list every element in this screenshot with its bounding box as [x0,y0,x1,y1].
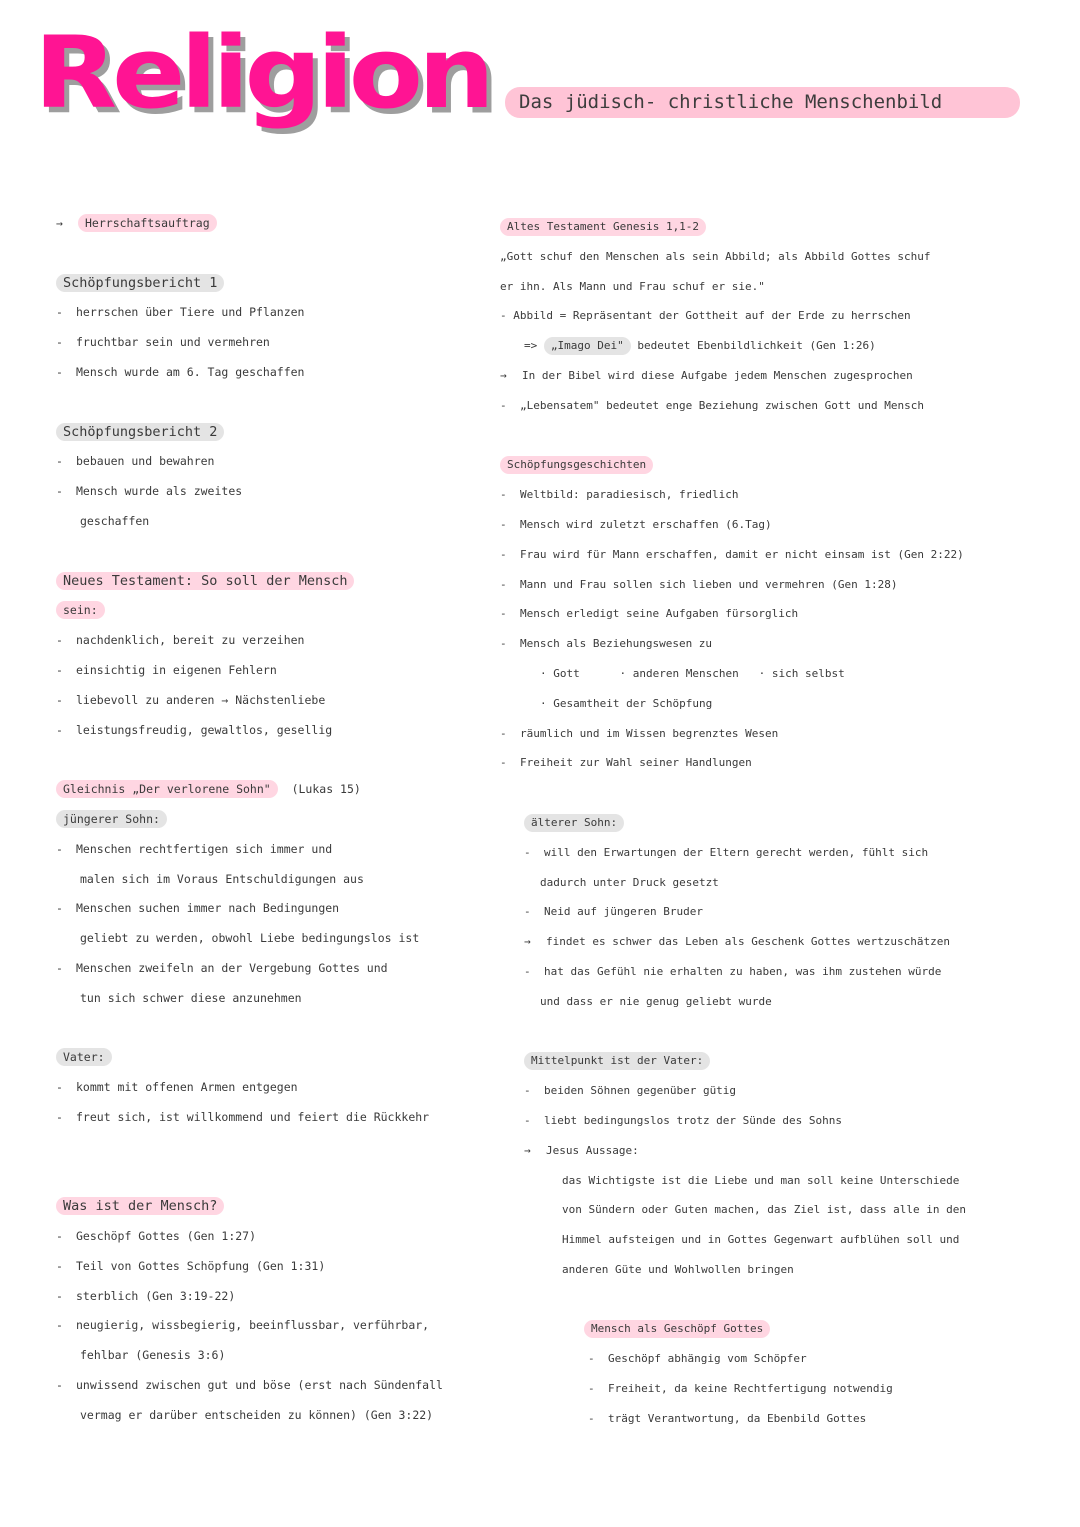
list-item: kommt mit offenen Armen entgegen [76,1080,298,1095]
was-ist-der-mensch-heading: Was ist der Mensch? [56,1197,224,1215]
sub-item: · anderen Menschen [619,666,739,680]
list-item: nachdenklich, bereit zu verzeihen [76,633,305,648]
list-item: „Lebensatem" bedeutet enge Beziehung zwischen Gott und Mensch [520,398,924,412]
list-item-continuation: geschaffen [80,513,150,528]
bible-quote-cont: er ihn. Als Mann und Frau schuf er sie." [500,279,765,293]
list-item: Freiheit, da keine Rechtfertigung notwendig [608,1382,893,1396]
list-item: Teil von Gottes Schöpfung (Gen 1:31) [76,1258,326,1273]
list-item-continuation: geliebt zu werden, obwohl Liebe bedingungslos ist [80,931,420,946]
list-item: bebauen und bewahren [76,454,215,469]
gleichnis-heading: Gleichnis „Der verlorene Sohn" [56,780,278,798]
list-item: Geschöpf abhängig vom Schöpfer [608,1352,807,1366]
list-item: Menschen rechtfertigen sich immer und [76,841,333,856]
altes-testament-heading: Altes Testament Genesis 1,1-2 [500,218,706,236]
list-item: einsichtig in eigenen Fehlern [76,662,277,677]
schoepfungsbericht-2-heading: Schöpfungsbericht 2 [56,423,224,441]
list-item: beiden Söhnen gegenüber gütig [544,1084,737,1098]
list-item: Menschen zweifeln an der Vergebung Gottes und [76,960,388,975]
list-item: findet es schwer das Leben als Geschenk Gottes wertzuschätzen [546,935,950,949]
list-item-continuation: tun sich schwer diese anzunehmen [80,990,302,1005]
list-item: Mensch wurde als zweites [76,484,243,499]
sub-item: · Gott [540,666,580,680]
list-item: räumlich und im Wissen begrenztes Wesen [520,726,779,740]
sub-item: · sich selbst [758,666,845,680]
bible-quote: „Gott schuf den Menschen als sein Abbild; als Abbild Gottes schuf [500,249,931,263]
list-item-continuation: dadurch unter Druck gesetzt [540,875,719,889]
page-title: Religion [34,15,490,131]
list-item: Mann und Frau sollen sich lieben und vermehren (Gen 1:28) [520,577,898,591]
list-item: - Abbild = Repräsentant der Gottheit auf der Erde zu herrschen [500,309,911,323]
list-item: Mensch als Beziehungswesen zu [520,637,713,651]
neues-testament-heading: Neues Testament: So soll der Mensch [56,572,354,590]
juengerer-sohn-heading: jüngerer Sohn: [56,810,167,828]
mittelpunkt-heading: Mittelpunkt ist der Vater: [524,1052,710,1070]
list-item: neugierig, wissbegierig, beeinflussbar, verführbar, [76,1318,430,1333]
list-item: liebevoll zu anderen → Nächstenliebe [76,692,326,707]
list-item-continuation: und dass er nie genug geliebt wurde [540,994,772,1008]
arrow-right-icon: → [524,1143,531,1157]
list-item: Mensch wurde am 6. Tag geschaffen [76,364,305,379]
list-item: unwissend zwischen gut und böse (erst nach Sündenfall [76,1378,443,1393]
list-item: Freiheit zur Wahl seiner Handlungen [520,756,752,770]
arrow-right-icon: → [500,368,507,382]
list-item: Geschöpf Gottes (Gen 1:27) [76,1229,257,1244]
gleichnis-reference: (Lukas 15) [291,782,361,797]
schoepfungsbericht-1-heading: Schöpfungsbericht 1 [56,274,224,292]
list-item: Neid auf jüngeren Bruder [544,905,703,919]
list-item: Weltbild: paradiesisch, friedlich [520,488,739,502]
implies-symbol: => [524,339,538,353]
list-item: sterblich (Gen 3:19-22) [76,1288,236,1303]
herrschaftsauftrag-label: Herrschaftsauftrag [78,214,217,232]
list-item: liebt bedingungslos trotz der Sünde des Sohns [544,1113,843,1127]
list-item: herrschen über Tiere und Pflanzen [76,305,305,320]
schoepfungsgeschichten-heading: Schöpfungsgeschichten [500,456,653,474]
jesus-aussage-text: das Wichtigste ist die Liebe und man soll keine Unterschiede [562,1173,960,1187]
list-item: Frau wird für Mann erschaffen, damit er nicht einsam ist (Gen 2:22) [520,547,964,561]
arrow-right-icon: → [524,935,531,949]
sub-item: · Gesamtheit der Schöpfung [540,696,713,710]
vater-heading: Vater: [56,1048,112,1066]
list-item: Jesus Aussage: [546,1143,639,1157]
list-item: In der Bibel wird diese Aufgabe jedem Menschen zugesprochen [522,368,913,382]
neues-testament-heading-cont: sein: [56,601,105,619]
list-item-continuation: malen sich im Voraus Entschuldigungen aus [80,871,364,886]
list-item: fruchtbar sein und vermehren [76,335,270,350]
list-item: Menschen suchen immer nach Bedingungen [76,901,340,916]
jesus-aussage-text: anderen Güte und Wohlwollen bringen [562,1262,794,1276]
list-item: hat das Gefühl nie erhalten zu haben, was ihm zustehen würde [544,964,942,978]
right-column: Altes Testament Genesis 1,1-2 „Gott schuf den Menschen als sein Abbild; als Abbild Gottes schuf er ihn. Als Mann und Frau schuf er sie." - Abbild = Repräsentant der Gottheit auf der Erde zu herrschen => „Imago Dei" bedeutet Ebenbildlichkeit (Gen 1:26) → In der Bibel wird diese Aufgabe jedem Menschen zugesprochen - „Lebensatem" bedeutet enge Beziehung zwischen Gott und Mensch Schöpfungsgeschichten - Weltbild: paradiesisch, friedlich - Mensch wird zuletzt erschaffen (6.Tag) - Frau wird für Mann erschaffen, damit er nicht einsam ist (Gen 2:22) - Mann und Frau sollen sich lieben und vermehren (Gen 1:28) - Mensch erledigt seine Aufgaben fürsorglich - Mensch als Beziehungswesen zu · Gott · anderen Menschen · sich selbst · Gesamtheit der Schöpfung - räumlich und im Wissen begrenztes Wesen - Freiheit zur Wahl seiner Handlungen älterer Sohn: - will den Erwartungen der Eltern gerecht werden, fühlt sich dadurch unter Druck gesetzt - Neid auf jüngeren Bruder → findet es schwer das Leben als Geschenk Gottes wertzuschätzen - hat das Gefühl nie erhalten zu haben, was ihm zustehen würde und dass er nie genug geliebt wurde Mittelpunkt ist der Vater: - beiden Söhnen gegenüber gütig - liebt bedingungslos trotz der Sünde des Sohns → Jesus Aussage: das Wichtigste ist die Liebe und man soll keine Unterschiede von Sündern oder Guten machen, das Ziel ist, dass alle in den Himmel aufsteigen und in Gottes Gegenwart aufblühen soll und anderen Güte und Wohlwollen bringen Mensch als Geschöpf Gottes - Geschöpf abhängig vom Schöpfer - Freiheit, da keine Rechtfertigung notwendig - trägt Verantwortung, da Ebenbild Gottes [500,212,1070,1434]
list-item: leistungsfreudig, gewaltlos, gesellig [76,722,333,737]
arrow-right-icon: → [56,216,63,230]
left-column: → Herrschaftsauftrag Schöpfungsbericht 1 - herrschen über Tiere und Pflanzen - fruchtbar sein und vermehren - Mensch wurde am 6. Tag geschaffen Schöpfungsbericht 2 - bebauen und bewahren - Mensch wurde als zweites geschaffen Neues Testament: So soll der Mensch sein: - nachdenklich, bereit zu verzeihen - einsichtig in eigenen Fehlern - liebevoll zu anderen → Nächstenliebe - leistungsfreudig, gewaltlos, gesellig Gleichnis „Der verlorene Sohn" (Lukas 15) jüngerer Sohn: - Menschen rechtfertigen sich immer und malen sich im Voraus Entschuldigungen aus - Menschen suchen immer nach Bedingungen geliebt zu werden, obwohl Liebe bedingungslos ist - Menschen zweifeln an der Vergebung Gottes und tun sich schwer diese anzunehmen Vater: - kommt mit offenen Armen entgegen - freut sich, ist willkommend und feiert die Rückkehr Was ist der Mensch? - Geschöpf Gottes (Gen 1:27) - Teil von Gottes Schöpfung (Gen 1:31) - sterblich (Gen 3:19-22) - neugierig, wissbegierig, beeinflussbar, verführbar, fehlbar (Genesis 3:6) - unwissend zwischen gut und böse (erst nach Sündenfall vermag er darüber entscheiden zu können) (Gen 3:22) [56,209,496,1431]
list-item: trägt Verantwortung, da Ebenbild Gottes [608,1411,867,1425]
list-item: bedeutet Ebenbildlichkeit (Gen 1:26) [637,339,876,353]
list-item-continuation: fehlbar (Genesis 3:6) [80,1348,226,1363]
list-item-continuation: vermag er darüber entscheiden zu können) (Gen 3:22) [80,1407,434,1422]
list-item: freut sich, ist willkommend und feiert die Rückkehr [76,1109,430,1124]
list-item: will den Erwartungen der Eltern gerecht werden, fühlt sich [544,845,929,859]
aelterer-sohn-heading: älterer Sohn: [524,814,624,832]
jesus-aussage-text: von Sündern oder Guten machen, das Ziel ist, dass alle in den [562,1203,966,1217]
jesus-aussage-text: Himmel aufsteigen und in Gottes Gegenwart aufblühen soll und [562,1233,960,1247]
list-item: Mensch erledigt seine Aufgaben fürsorglich [520,607,799,621]
mensch-als-geschoepf-heading: Mensch als Geschöpf Gottes [584,1320,770,1338]
imago-dei-term: „Imago Dei" [544,337,631,355]
page-subtitle: Das jüdisch- christliche Menschenbild [505,87,1020,118]
list-item: Mensch wird zuletzt erschaffen (6.Tag) [520,517,772,531]
